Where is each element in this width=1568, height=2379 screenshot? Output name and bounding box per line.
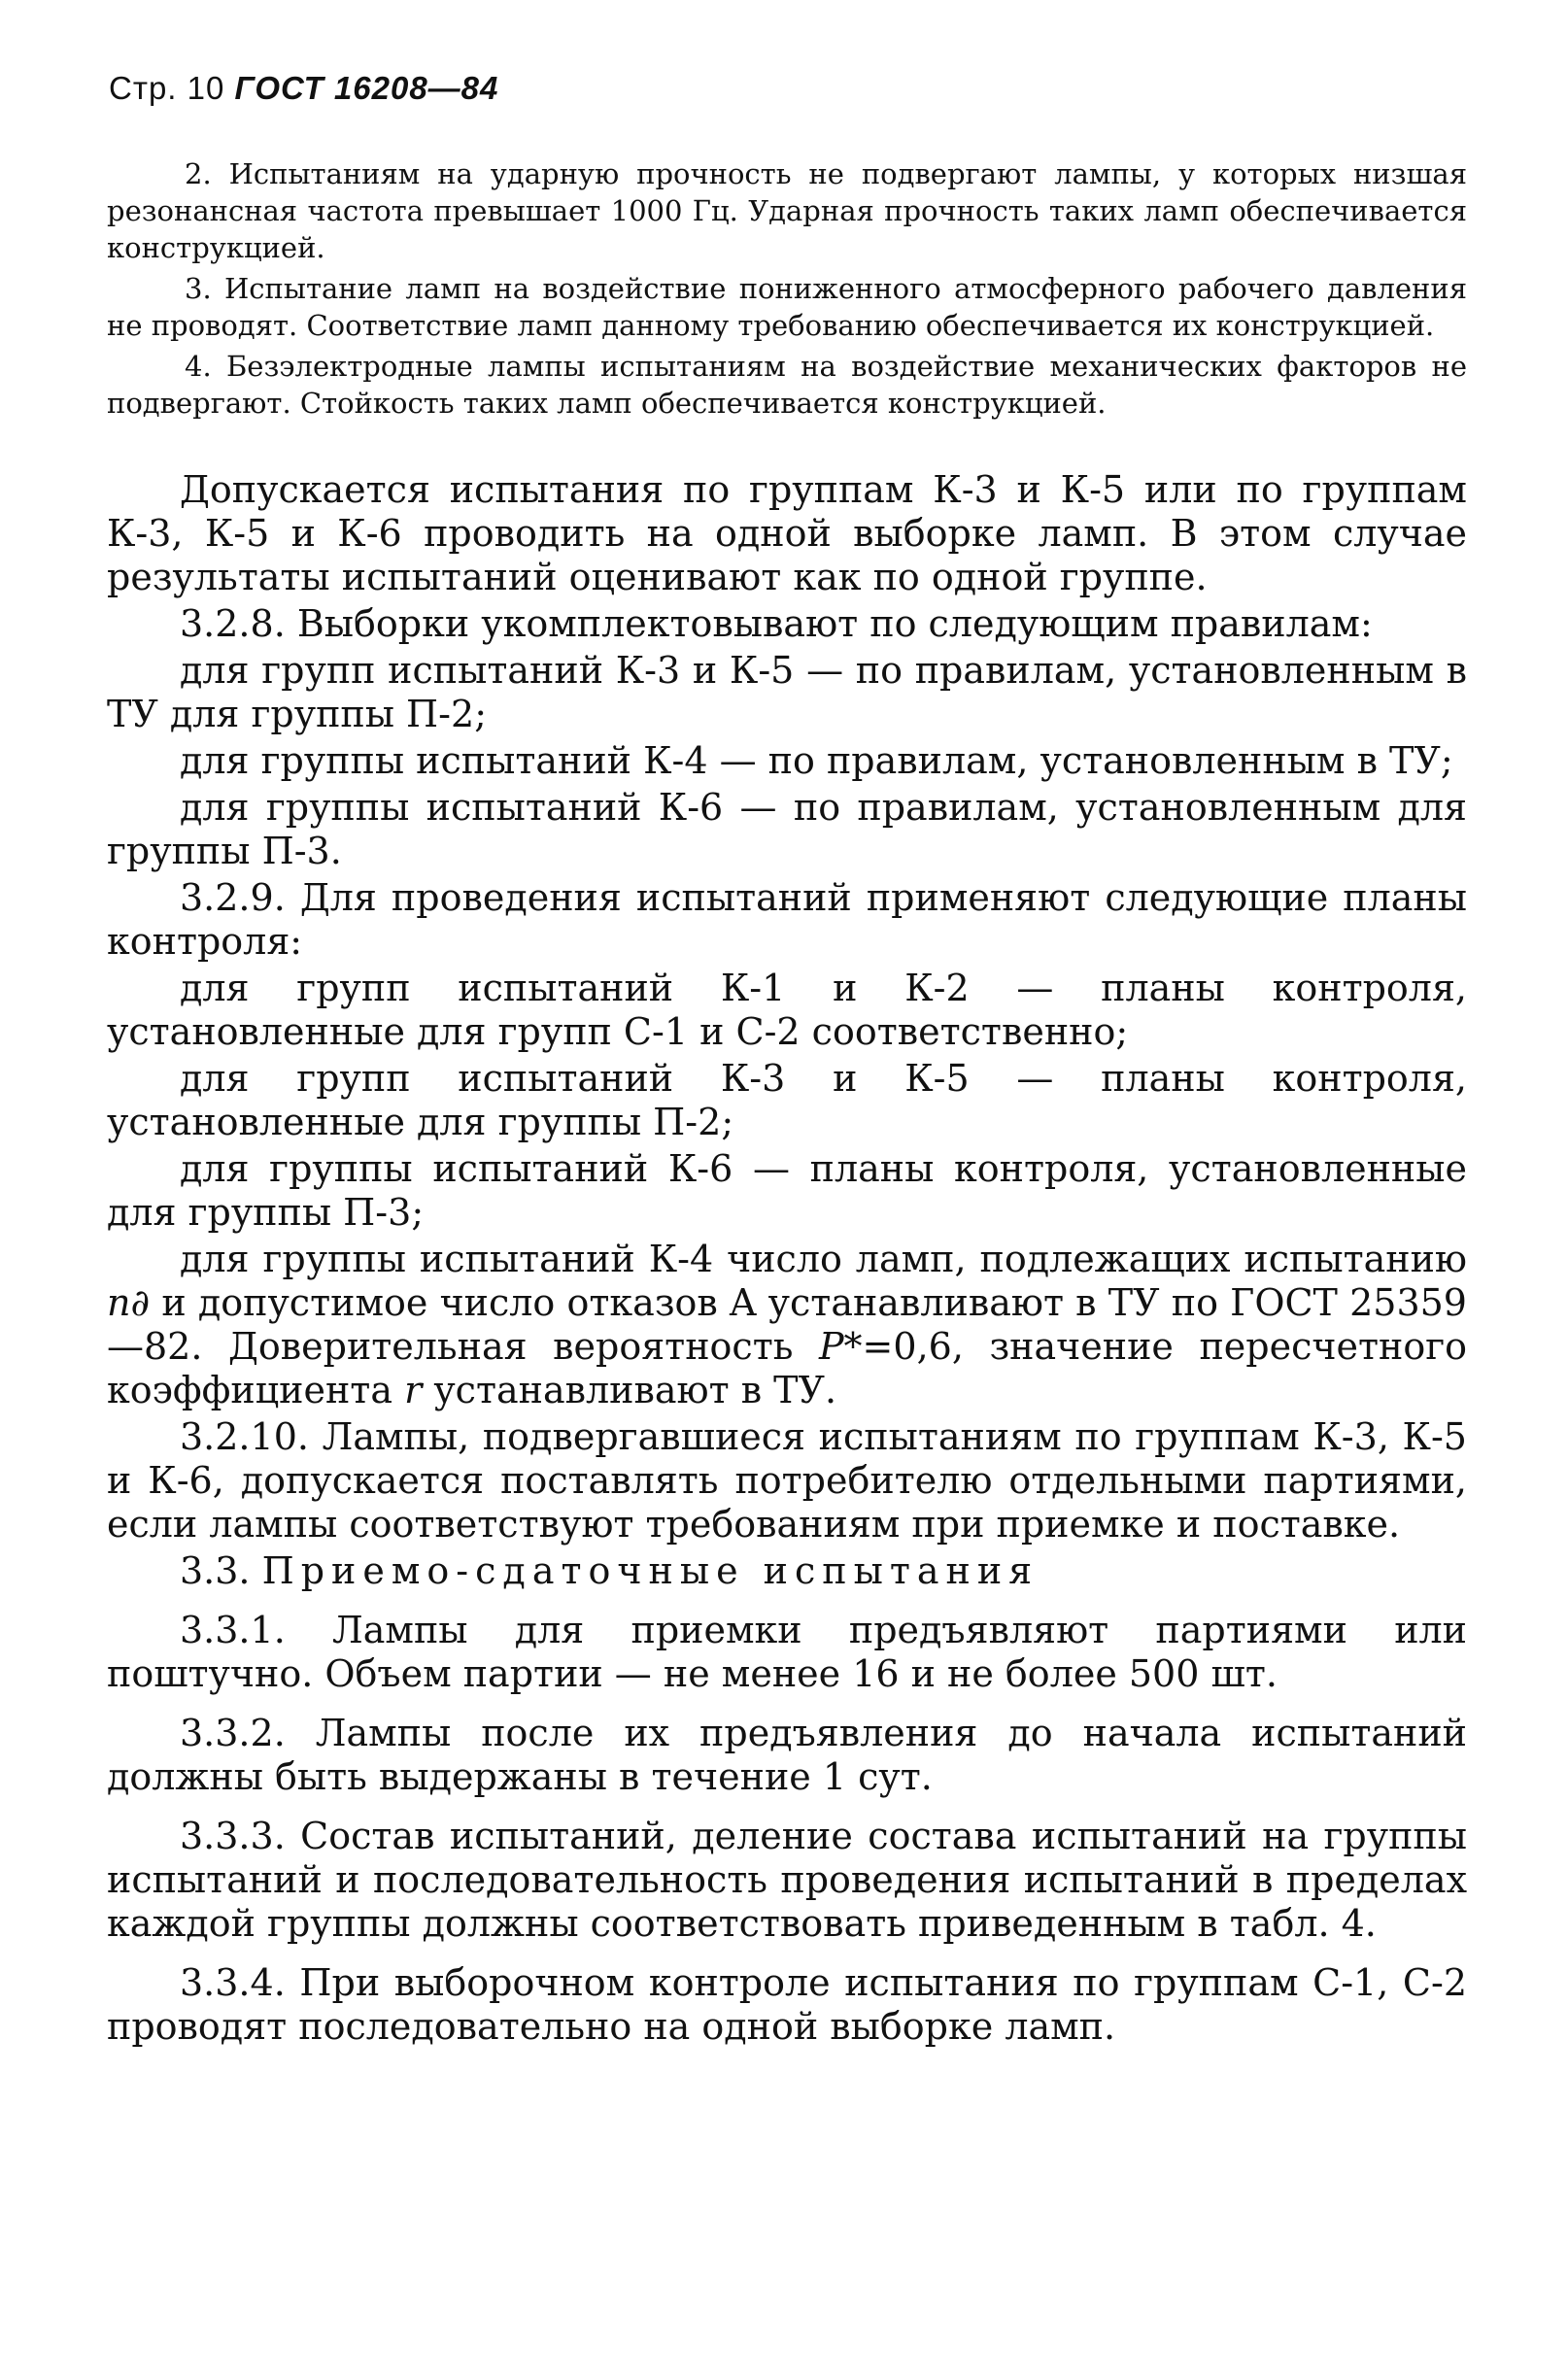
paragraph-k4-plans — [107, 1238, 1467, 1412]
standard-number: ГОСТ 16208—84 — [234, 70, 499, 106]
note-3: 3. Испытание ламп на воздействие пониженного атмосферного рабочего давления не проводят. Соответствие ламп данному требованию обеспечивается их конструкцией. — [107, 272, 1467, 342]
symbol-r: r — [404, 1369, 423, 1411]
page-number: Стр. 10 — [109, 70, 225, 106]
paragraph-groups-note: Допускается испытания по группам К-3 и К-5 или по группам К-3, К-5 и К-6 проводить на одной выборке ламп. В этом случае результаты испытаний оценивают как по одной группе. — [107, 468, 1467, 598]
k4-text-2: и допустимое число отказов A устанавливают в ТУ по ГОСТ 25359—82. Доверительная вероятность — [107, 1281, 1467, 1368]
paragraph-3-3-3: 3.3.3. Состав испытаний, деление состава испытаний на группы испытаний и последовательность проведения испытаний в пределах каждой группы должны соответствовать приведенным в табл. 4. — [107, 1815, 1467, 1945]
paragraph-3-2-10: 3.2.10. Лампы, подвергавшиеся испытаниям по группам К-3, К-5 и К-6, допускается поставлять потребителю отдельными партиями, если лампы соответствуют требованиям при приемке и поставке. — [107, 1415, 1467, 1546]
symbol-n-d: n∂ — [107, 1281, 151, 1324]
notes-block — [107, 155, 1467, 422]
paragraph-k6-samples: для группы испытаний К-6 — по правилам, установленным для группы П-3. — [107, 786, 1467, 872]
section-title: Приемо-сдаточные испытания — [261, 1549, 1040, 1592]
main-text — [107, 468, 1467, 2052]
paragraph-3-2-9: 3.2.9. Для проведения испытаний применяют следующие планы контроля: — [107, 876, 1467, 963]
k4-text-4: устанавливают в ТУ. — [422, 1369, 837, 1411]
paragraph-k3-k5-plans: для групп испытаний К-3 и К-5 — планы контроля, установленные для группы П-2; — [107, 1057, 1467, 1143]
paragraph-k6-plans: для группы испытаний К-6 — планы контроля, установленные для группы П-3; — [107, 1147, 1467, 1234]
note-4: 4. Безэлектродные лампы испытаниям на воздействие механических факторов не подвергают. Стойкость таких ламп обеспечивается конструкцией. — [107, 350, 1467, 420]
section-3-3-heading — [107, 1549, 1467, 1593]
section-number: 3.3. — [180, 1549, 262, 1592]
paragraph-3-3-4: 3.3.4. При выборочном контроле испытания по группам С-1, С-2 проводят последовательно на одной выборке ламп. — [107, 1961, 1467, 2048]
note-2: 2. Испытаниям на ударную прочность не подвергают лампы, у которых низшая резонансная частота превышает 1000 Гц. Ударная прочность таких ламп обеспечивается конструкцией. — [107, 157, 1467, 264]
paragraph-3-2-8: 3.2.8. Выборки укомплектовывают по следующим правилам: — [180, 602, 1373, 645]
paragraph-k1-k2-plans: для групп испытаний К-1 и К-2 — планы контроля, установленные для групп С-1 и С-2 соответственно; — [107, 967, 1467, 1053]
symbol-p-star: P* — [818, 1325, 863, 1368]
paragraph-k4-samples: для группы испытаний К-4 — по правилам, установленным в ТУ; — [180, 739, 1453, 782]
paragraph-3-3-2: 3.3.2. Лампы после их предъявления до начала испытаний должны быть выдержаны в течение 1 сут. — [107, 1712, 1467, 1798]
k4-text-1: для группы испытаний К-4 число ламп, подлежащих испытанию — [180, 1238, 1467, 1280]
paragraph-3-3-1: 3.3.1. Лампы для приемки предъявляют партиями или поштучно. Объем партии — не менее 16 и не более 500 шт. — [107, 1609, 1467, 1695]
k4-text-3: =0,6, значение пересчетного коэффициента — [107, 1325, 1467, 1411]
paragraph-k3-k5-samples: для групп испытаний К-3 и К-5 — по правилам, установленным в ТУ для группы П-2; — [107, 649, 1467, 735]
page-header — [109, 70, 498, 107]
